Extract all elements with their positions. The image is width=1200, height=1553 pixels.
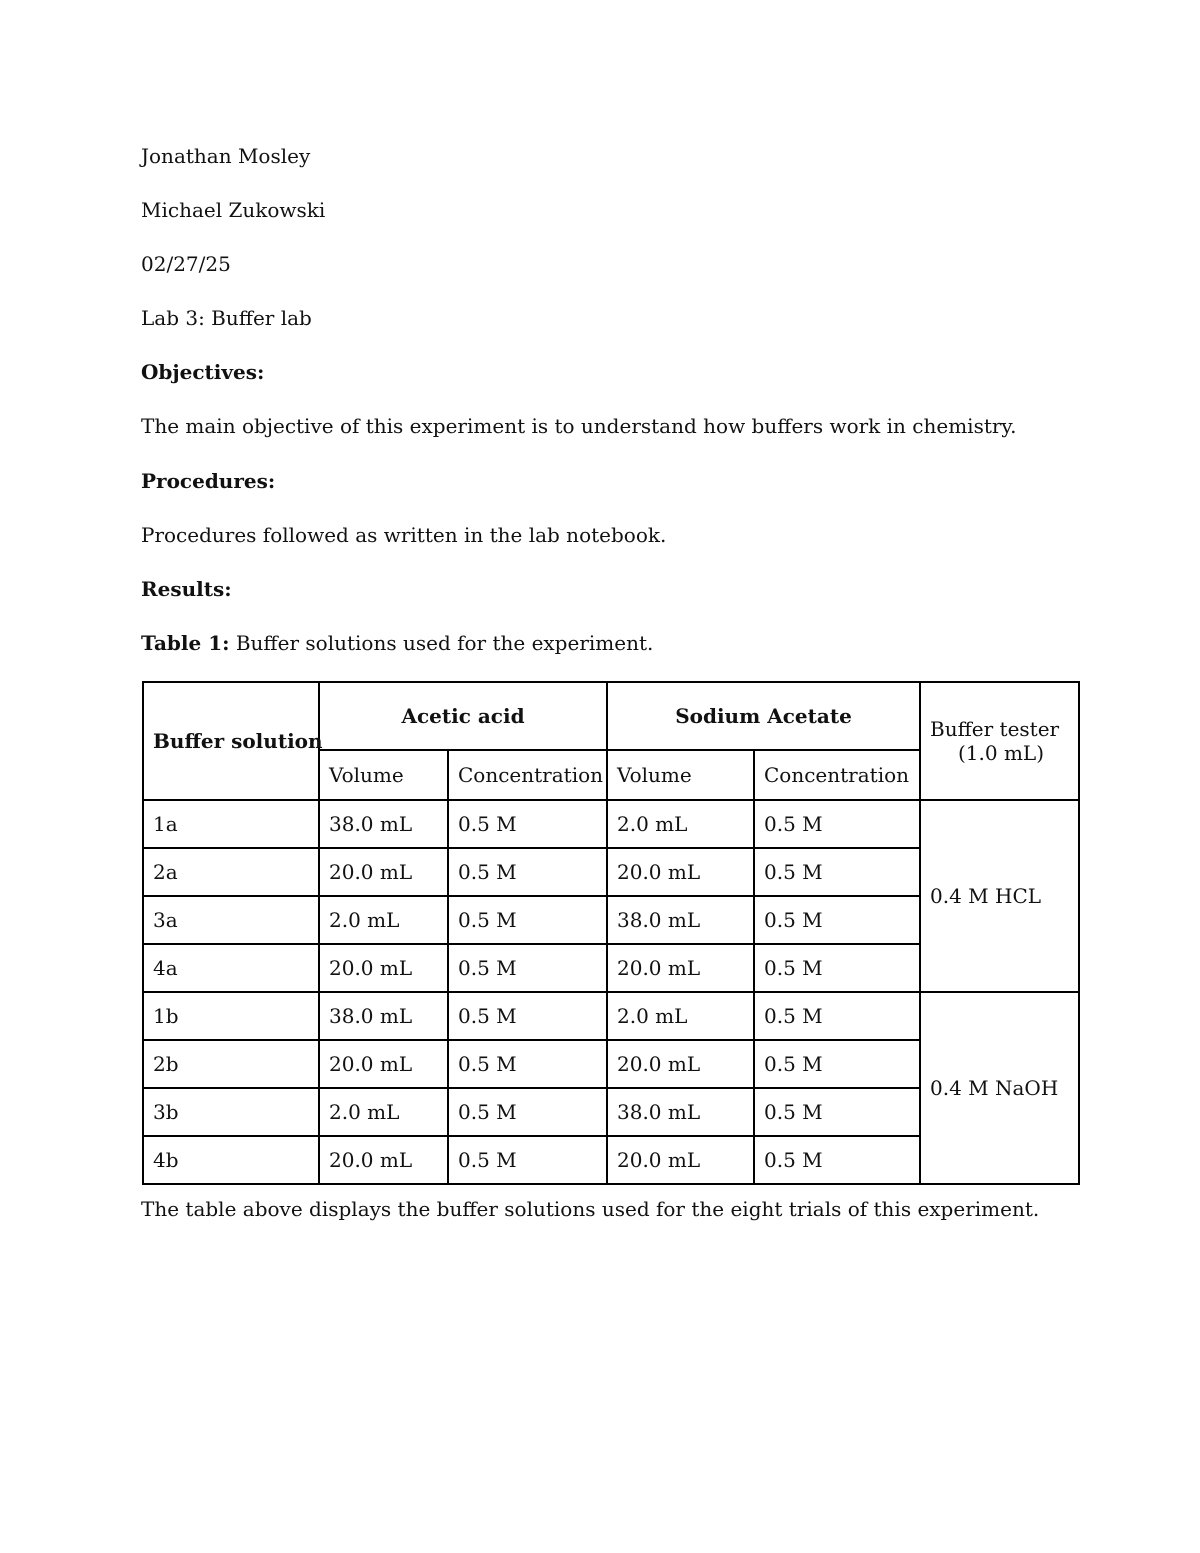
cell-buffer-id: 1b <box>143 992 319 1040</box>
cell-sa-volume: 20.0 mL <box>607 1040 754 1088</box>
cell-aa-concentration: 0.5 M <box>448 848 607 896</box>
subheader-aa-volume: Volume <box>319 750 448 800</box>
table-row <box>143 800 1079 848</box>
cell-buffer-id: 2a <box>143 848 319 896</box>
cell-buffer-id: 3b <box>143 1088 319 1136</box>
cell-aa-concentration: 0.5 M <box>448 1088 607 1136</box>
cell-aa-volume: 20.0 mL <box>319 1040 448 1088</box>
cell-sa-concentration: 0.5 M <box>754 848 920 896</box>
header-buffer-tester <box>920 682 1079 800</box>
cell-sa-volume: 38.0 mL <box>607 1088 754 1136</box>
header-acetic-acid: Acetic acid <box>319 682 607 750</box>
cell-buffer-id: 2b <box>143 1040 319 1088</box>
cell-aa-volume: 20.0 mL <box>319 1136 448 1184</box>
cell-sa-volume: 20.0 mL <box>607 944 754 992</box>
cell-sa-concentration: 0.5 M <box>754 800 920 848</box>
cell-buffer-id: 3a <box>143 896 319 944</box>
cell-sa-concentration: 0.5 M <box>754 1040 920 1088</box>
cell-buffer-id: 4a <box>143 944 319 992</box>
cell-sa-concentration: 0.5 M <box>754 992 920 1040</box>
cell-aa-volume: 38.0 mL <box>319 800 448 848</box>
cell-sa-concentration: 0.5 M <box>754 896 920 944</box>
cell-aa-volume: 2.0 mL <box>319 896 448 944</box>
author-name-1: Jonathan Mosley <box>141 144 311 168</box>
lab-title: Lab 3: Buffer lab <box>141 306 312 330</box>
table-row <box>143 992 1079 1040</box>
cell-aa-concentration: 0.5 M <box>448 1136 607 1184</box>
header-buffer-tester-line1: Buffer tester <box>930 717 1060 741</box>
cell-sa-concentration: 0.5 M <box>754 1136 920 1184</box>
subheader-sa-volume: Volume <box>607 750 754 800</box>
subheader-sa-concentration: Concentration <box>754 750 920 800</box>
table-caption <box>141 631 653 655</box>
cell-aa-concentration: 0.5 M <box>448 992 607 1040</box>
cell-sa-volume: 38.0 mL <box>607 896 754 944</box>
cell-sa-concentration: 0.5 M <box>754 1088 920 1136</box>
cell-sa-volume: 2.0 mL <box>607 800 754 848</box>
subheader-aa-concentration: Concentration <box>448 750 607 800</box>
cell-aa-concentration: 0.5 M <box>448 896 607 944</box>
report-date: 02/27/25 <box>141 252 231 276</box>
cell-aa-concentration: 0.5 M <box>448 800 607 848</box>
objectives-heading: Objectives: <box>141 360 265 384</box>
cell-aa-volume: 20.0 mL <box>319 944 448 992</box>
header-buffer-tester-line2: (1.0 mL) <box>958 741 1045 765</box>
cell-aa-volume: 2.0 mL <box>319 1088 448 1136</box>
cell-sa-concentration: 0.5 M <box>754 944 920 992</box>
table-note: The table above displays the buffer solutions used for the eight trials of this experiment. <box>141 1197 1040 1221</box>
procedures-text: Procedures followed as written in the lab notebook. <box>141 523 667 547</box>
table-caption-text: Buffer solutions used for the experiment. <box>229 631 654 655</box>
table-caption-label: Table 1: <box>141 631 230 655</box>
cell-aa-concentration: 0.5 M <box>448 1040 607 1088</box>
table-header-row <box>143 682 1079 750</box>
header-buffer-solution: Buffer solution <box>143 682 319 800</box>
cell-tester-hcl: 0.4 M HCL <box>920 800 1079 992</box>
buffer-solutions-table <box>142 681 1080 1185</box>
objectives-text: The main objective of this experiment is to understand how buffers work in chemistry. <box>141 414 1017 438</box>
cell-aa-concentration: 0.5 M <box>448 944 607 992</box>
procedures-heading: Procedures: <box>141 469 276 493</box>
author-name-2: Michael Zukowski <box>141 198 326 222</box>
cell-buffer-id: 1a <box>143 800 319 848</box>
header-sodium-acetate: Sodium Acetate <box>607 682 920 750</box>
cell-aa-volume: 20.0 mL <box>319 848 448 896</box>
cell-sa-volume: 2.0 mL <box>607 992 754 1040</box>
cell-buffer-id: 4b <box>143 1136 319 1184</box>
cell-aa-volume: 38.0 mL <box>319 992 448 1040</box>
results-heading: Results: <box>141 577 232 601</box>
cell-tester-naoh: 0.4 M NaOH <box>920 992 1079 1184</box>
cell-sa-volume: 20.0 mL <box>607 848 754 896</box>
cell-sa-volume: 20.0 mL <box>607 1136 754 1184</box>
